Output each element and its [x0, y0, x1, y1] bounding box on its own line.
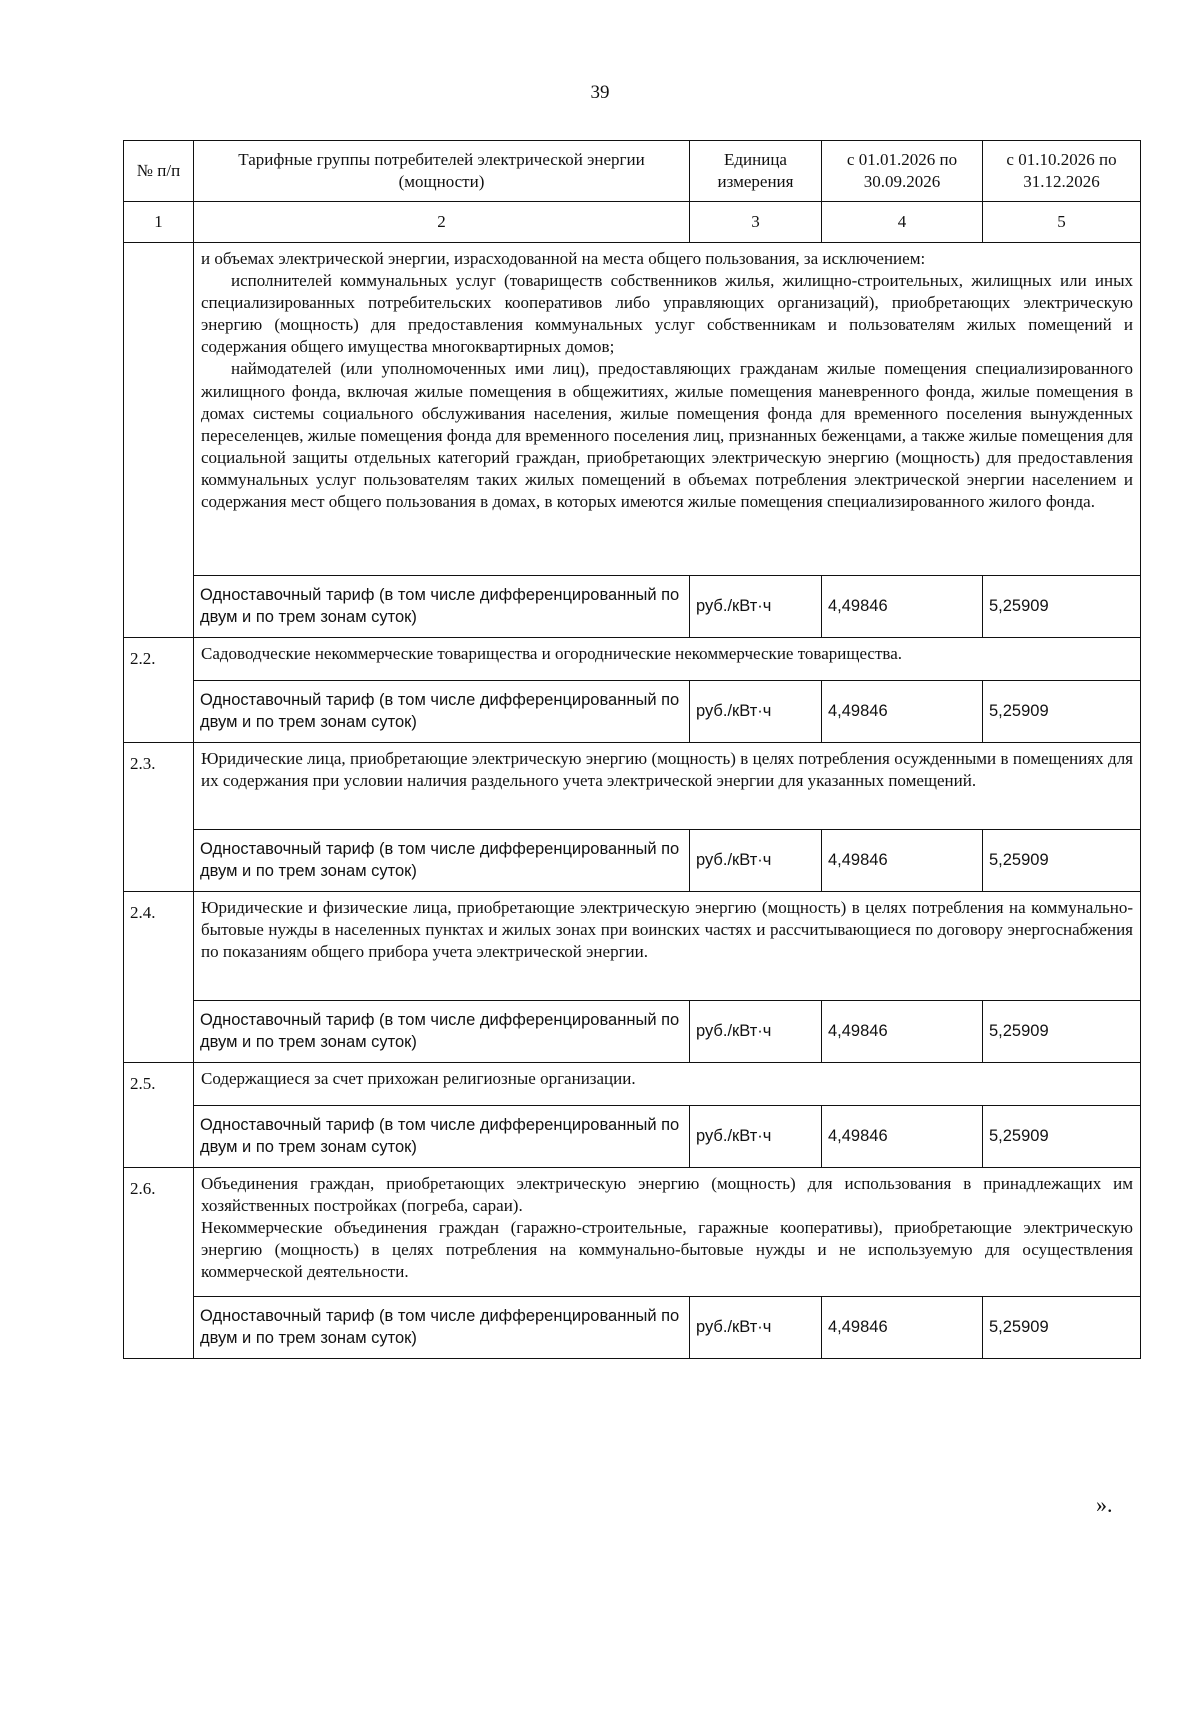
- group-row: [124, 892, 1141, 1001]
- tariff-row: [124, 681, 1141, 743]
- tariff-name: Одноставочный тариф (в том числе дифференцированный по двум и по трем зонам суток): [194, 681, 690, 743]
- group-number: 2.2.: [124, 638, 194, 743]
- index-2: 2: [194, 202, 690, 243]
- group-row: [124, 1063, 1141, 1106]
- index-1: 1: [124, 202, 194, 243]
- tariff-row: [124, 576, 1141, 638]
- group-description-paragraph-2: Некоммерческие объединения граждан (гаражно-строительные, гаражные кооперативы), приобретающие электрическую энергию (мощность) в целях потребления на коммунально-бытовые нужды и не используемую для осуществления коммерческой деятельности.: [201, 1218, 1133, 1282]
- group-description: [194, 1168, 1141, 1297]
- group-description: Садоводческие некоммерческие товарищества и огороднические некоммерческие товарищества.: [194, 638, 1141, 681]
- index-4: 4: [822, 202, 983, 243]
- continuation-paragraph-2: наймодателей (или уполномоченных ими лиц), предоставляющих гражданам жилые помещения специализированного жилищного фонда, включая жилые помещения в общежитиях, жилые помещения маневренного фонда, жилые помещения в домах системы социального обслуживания населения, жилые помещения фонда для временного поселения вынужденных переселенцев, жилые помещения фонда для временного поселения лиц, признанных беженцами, а также жилые помещения для социальной защиты отдельных категорий граждан, приобретающих электрическую энергию (мощность) для предоставления коммунальных услуг пользователям таких жилых помещений в объемах потребления электрической энергии населением и содержания мест общего пользования в домах, в которых имеются жилые помещения специализированного жилого фонда.: [201, 359, 1133, 512]
- group-row: [124, 638, 1141, 681]
- header-period-1: с 01.01.2026 по 30.09.2026: [822, 141, 983, 202]
- tariff-name: Одноставочный тариф (в том числе дифференцированный по двум и по трем зонам суток): [194, 1001, 690, 1063]
- tariff-value-1: 4,49846: [822, 681, 983, 743]
- index-3: 3: [690, 202, 822, 243]
- tariff-unit: руб./кВт·ч: [690, 1001, 822, 1063]
- tariff-value-1: 4,49846: [822, 830, 983, 892]
- header-period-2: с 01.10.2026 по 31.12.2026: [983, 141, 1141, 202]
- tariff-row: [124, 1297, 1141, 1359]
- group-number: 2.5.: [124, 1063, 194, 1168]
- tariff-table: [123, 140, 1141, 1359]
- group-description: Содержащиеся за счет прихожан религиозные организации.: [194, 1063, 1141, 1106]
- column-index-row: [124, 202, 1141, 243]
- continuation-paragraph-1: исполнителей коммунальных услуг (товариществ собственников жилья, жилищно-строительных, жилищных или иных специализированных потребительских кооперативов либо управляющих организаций), приобретающих электрическую энергию (мощность) для предоставления коммунальных услуг собственникам и пользователям жилых помещений и содержания общего имущества многоквартирных домов;: [201, 271, 1133, 357]
- tariff-value-2: 5,25909: [983, 1297, 1141, 1359]
- tariff-unit: руб./кВт·ч: [690, 1106, 822, 1168]
- group-row: [124, 743, 1141, 830]
- header-row: [124, 141, 1141, 202]
- tariff-value-1: 4,49846: [822, 1106, 983, 1168]
- tariff-value-1: 4,49846: [822, 1001, 983, 1063]
- group-description: [194, 243, 1141, 576]
- group-number: 2.4.: [124, 892, 194, 1063]
- group-description-paragraph-1: Объединения граждан, приобретающих электрическую энергию (мощность) для использования в принадлежащих им хозяйственных постройках (погреба, сараи).: [201, 1174, 1133, 1216]
- tariff-unit: руб./кВт·ч: [690, 1297, 822, 1359]
- header-number: № п/п: [124, 141, 194, 202]
- tariff-value-2: 5,25909: [983, 830, 1141, 892]
- tariff-value-1: 4,49846: [822, 576, 983, 638]
- tariff-unit: руб./кВт·ч: [690, 576, 822, 638]
- tariff-value-2: 5,25909: [983, 681, 1141, 743]
- tariff-unit: руб./кВт·ч: [690, 830, 822, 892]
- tariff-name: Одноставочный тариф (в том числе дифференцированный по двум и по трем зонам суток): [194, 1297, 690, 1359]
- tariff-unit: руб./кВт·ч: [690, 681, 822, 743]
- group-description: Юридические лица, приобретающие электрическую энергию (мощность) в целях потребления осужденными в помещениях для их содержания при условии наличия раздельного учета электрической энергии для указанных помещений.: [194, 743, 1141, 830]
- page-number: 39: [590, 82, 610, 103]
- group-description: Юридические и физические лица, приобретающие электрическую энергию (мощность) в целях потребления на коммунально-бытовые нужды в населенных пунктах и жилых зонах при воинских частях и рассчитывающиеся по договору энергоснабжения по показаниям общего прибора учета электрической энергии.: [194, 892, 1141, 1001]
- tariff-name: Одноставочный тариф (в том числе дифференцированный по двум и по трем зонам суток): [194, 1106, 690, 1168]
- index-5: 5: [983, 202, 1141, 243]
- tariff-row: [124, 1001, 1141, 1063]
- tariff-value-2: 5,25909: [983, 1001, 1141, 1063]
- header-unit: Единица измерения: [690, 141, 822, 202]
- tariff-value-1: 4,49846: [822, 1297, 983, 1359]
- tariff-value-2: 5,25909: [983, 576, 1141, 638]
- tariff-name: Одноставочный тариф (в том числе дифференцированный по двум и по трем зонам суток): [194, 576, 690, 638]
- tariff-row: [124, 830, 1141, 892]
- group-number: 2.6.: [124, 1168, 194, 1359]
- continuation-intro: и объемах электрической энергии, израсходованной на места общего пользования, за исключением:: [201, 249, 926, 268]
- tariff-name: Одноставочный тариф (в том числе дифференцированный по двум и по трем зонам суток): [194, 830, 690, 892]
- closing-quote-mark: ».: [1096, 1492, 1113, 1517]
- tariff-value-2: 5,25909: [983, 1106, 1141, 1168]
- group-number-empty: [124, 243, 194, 638]
- group-row-continuation: [124, 243, 1141, 576]
- group-number: 2.3.: [124, 743, 194, 892]
- tariff-row: [124, 1106, 1141, 1168]
- group-row: [124, 1168, 1141, 1297]
- header-groups: Тарифные группы потребителей электрической энергии (мощности): [194, 141, 690, 202]
